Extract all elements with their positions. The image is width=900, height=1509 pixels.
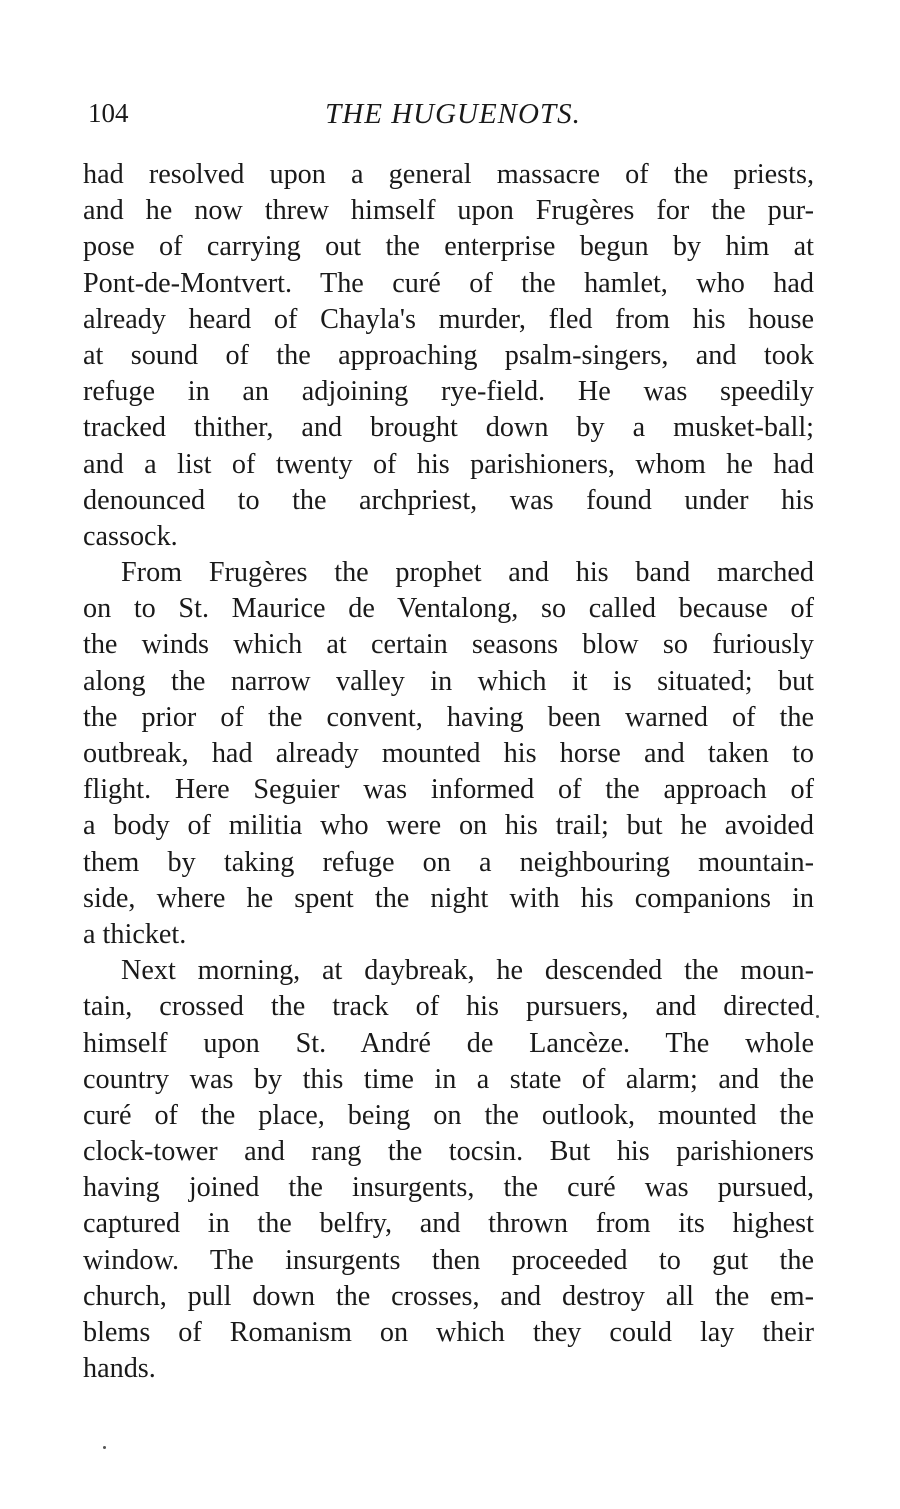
paragraph	[83, 157, 814, 555]
text-line: had resolved upon a general massacre of the priests,	[83, 159, 814, 190]
text-line: window. The insurgents then proceeded to gut the	[83, 1244, 814, 1276]
text-line: clock-tower and rang the tocsin. But his parishioners	[83, 1136, 814, 1168]
text-line: himself upon St. André de Lancèze. The whole	[83, 1027, 814, 1059]
text-line: at sound of the approaching psalm-singers, and took	[83, 339, 814, 371]
print-speck	[103, 1446, 106, 1449]
running-title: THE HUGUENOTS.	[325, 98, 581, 130]
text-line: a thicket.	[83, 918, 187, 950]
text-line: captured in the belfry, and thrown from its highest	[83, 1208, 814, 1240]
text-line: Pont-de-Montvert. The curé of the hamlet, who had	[83, 267, 814, 299]
body-text	[83, 157, 814, 1387]
text-line: From Frugères the prophet and his band marched	[121, 557, 814, 589]
text-line: tain, crossed the track of his pursuers, and directed	[83, 991, 814, 1023]
text-line: side, where he spent the night with his companions in	[83, 882, 814, 914]
text-line: country was by this time in a state of alarm; and the	[83, 1063, 814, 1095]
text-line: church, pull down the crosses, and destroy all the em-	[83, 1280, 814, 1312]
text-line: them by taking refuge on a neighbouring mountain-	[83, 846, 814, 878]
text-line: outbreak, had already mounted his horse and taken to	[83, 738, 814, 769]
text-line: on to St. Maurice de Ventalong, so called because of	[83, 593, 814, 625]
paragraph	[83, 953, 814, 1387]
page-header	[88, 98, 818, 138]
text-line: denounced to the archpriest, was found under his	[83, 484, 814, 516]
text-line: a body of militia who were on his trail; but he avoided	[83, 810, 814, 842]
text-line: flight. Here Seguier was informed of the approach of	[83, 774, 814, 806]
text-line: tracked thither, and brought down by a musket-ball;	[83, 412, 814, 444]
text-line: the prior of the convent, having been warned of the	[83, 701, 814, 733]
text-line: blems of Romanism on which they could lay their	[83, 1317, 814, 1348]
text-line: Next morning, at daybreak, he descended the moun-	[121, 955, 814, 987]
print-speck	[816, 1015, 819, 1018]
text-line: already heard of Chayla's murder, fled from his house	[83, 303, 814, 335]
paragraph	[83, 555, 814, 953]
text-line: and he now threw himself upon Frugères for the pur-	[83, 195, 814, 227]
text-line: hands.	[83, 1353, 156, 1385]
text-line: along the narrow valley in which it is situated; but	[83, 665, 814, 697]
text-line: and a list of twenty of his parishioners, whom he had	[83, 448, 814, 480]
text-line: curé of the place, being on the outlook, mounted the	[83, 1099, 814, 1131]
text-line: the winds which at certain seasons blow so furiously	[83, 629, 814, 661]
text-line: having joined the insurgents, the curé was pursued,	[83, 1172, 814, 1204]
text-line: cassock.	[83, 520, 178, 552]
page-number: 104	[88, 98, 129, 128]
text-line: pose of carrying out the enterprise begun by him at	[83, 231, 814, 263]
text-line: refuge in an adjoining rye-field. He was speedily	[83, 376, 814, 408]
